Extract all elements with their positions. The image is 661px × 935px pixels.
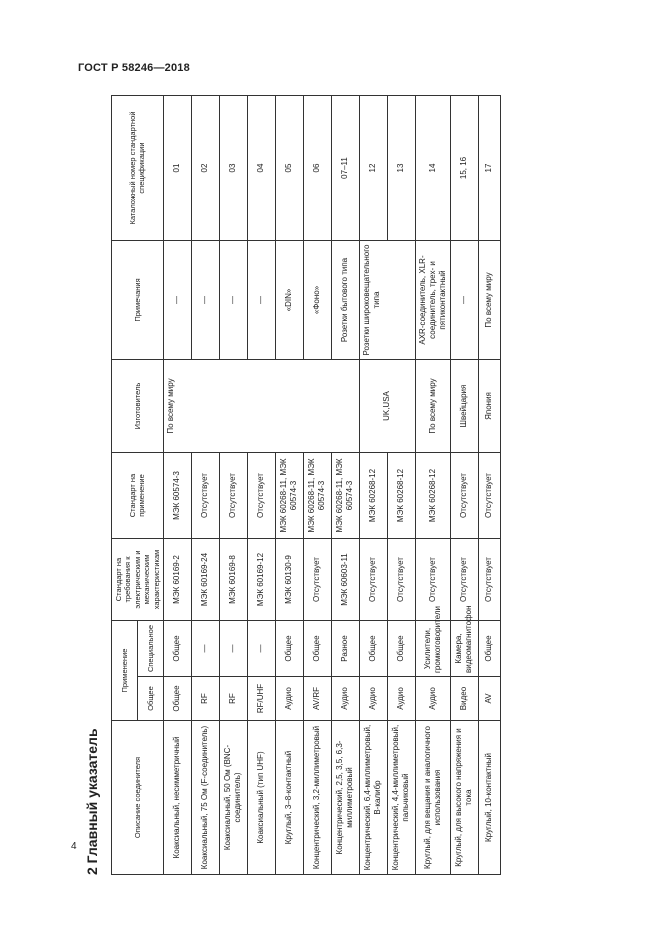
table-row <box>275 96 303 875</box>
table-row <box>219 96 247 875</box>
cell-catalog: 13 <box>387 96 415 241</box>
col-header-application: Применение <box>112 621 138 721</box>
table-row <box>387 96 415 875</box>
cell-general: Аудио <box>415 677 450 721</box>
cell-standard-electrical: МЭК 60169-8 <box>219 539 247 621</box>
cell-notes: «Фоно» <box>303 241 331 360</box>
cell-standard-application: МЭК 60268-11, МЭК 60574-3 <box>303 453 331 539</box>
cell-description: Концентрический, 6,4-миллиметровый, B-калибр <box>359 721 387 875</box>
table-row <box>450 96 478 875</box>
cell-manufacturer <box>331 360 359 453</box>
cell-special: — <box>191 621 219 677</box>
cell-manufacturer: Швейцария <box>450 360 478 453</box>
cell-description: Круглый, для вещания и аналогичного использования <box>415 721 450 875</box>
cell-description: Концентрический, 4,4-миллиметровый, пальчиковый <box>387 721 415 875</box>
cell-general: Аудио <box>387 677 415 721</box>
cell-description: Круглый, 10-контактный <box>478 721 500 875</box>
col-header-standard-electrical: Стандарт на требования к электрическим и механическим характеристикам <box>112 539 164 621</box>
cell-manufacturer <box>219 360 247 453</box>
col-header-description: Описание соединителя <box>112 721 164 875</box>
rotated-content <box>79 80 584 875</box>
cell-notes: — <box>219 241 247 360</box>
cell-standard-application: МЭК 60268-11, МЭК 60574-3 <box>331 453 359 539</box>
cell-notes: — <box>191 241 219 360</box>
table-row <box>303 96 331 875</box>
cell-general: AV <box>478 677 500 721</box>
cell-special: Общее <box>359 621 387 677</box>
cell-description: Концентрический, 3,2-миллиметровый <box>303 721 331 875</box>
cell-catalog: 12 <box>359 96 387 241</box>
cell-standard-electrical: Отсутствует <box>387 539 415 621</box>
cell-manufacturer: По всему миру <box>415 360 450 453</box>
cell-manufacturer <box>275 360 303 453</box>
cell-catalog: 14 <box>415 96 450 241</box>
cell-description: Круглый, для высокого напряжения и тока <box>450 721 478 875</box>
col-header-notes: Примечания <box>112 241 164 360</box>
cell-catalog: 07–11 <box>331 96 359 241</box>
cell-special: — <box>247 621 275 677</box>
cell-standard-electrical: Отсутствует <box>303 539 331 621</box>
cell-special: Усилители, громкоговорители <box>415 621 450 677</box>
cell-general: Аудио <box>359 677 387 721</box>
document-header: ГОСТ Р 58246—2018 <box>78 62 190 74</box>
cell-standard-electrical: МЭК 60169-12 <box>247 539 275 621</box>
col-header-manufacturer: Изготовитель <box>112 360 164 453</box>
cell-manufacturer: По всему миру <box>163 360 191 453</box>
cell-standard-electrical: МЭК 60130-9 <box>275 539 303 621</box>
cell-catalog: 05 <box>275 96 303 241</box>
table-row <box>191 96 219 875</box>
cell-catalog: 17 <box>478 96 500 241</box>
cell-notes: AXR-соединитель, XLR-соединитель, трех- и пятиконтактный <box>415 241 450 360</box>
cell-general: Аудио <box>331 677 359 721</box>
cell-standard-application: МЭК 60268-12 <box>359 453 387 539</box>
cell-standard-electrical: МЭК 60169-24 <box>191 539 219 621</box>
cell-manufacturer <box>303 360 331 453</box>
cell-standard-electrical: Отсутствует <box>415 539 450 621</box>
cell-general: RF <box>219 677 247 721</box>
cell-standard-electrical: МЭК 60169-2 <box>163 539 191 621</box>
cell-manufacturer: Япония <box>478 360 500 453</box>
cell-description: Коаксиальный, 75 Ом (F-соединитель) <box>191 721 219 875</box>
cell-standard-electrical: Отсутствует <box>478 539 500 621</box>
cell-special: Общее <box>303 621 331 677</box>
cell-description: Коаксиальный (тип UHF) <box>247 721 275 875</box>
cell-notes: — <box>450 241 478 360</box>
cell-catalog: 06 <box>303 96 331 241</box>
cell-standard-application: Отсутствует <box>247 453 275 539</box>
cell-catalog: 03 <box>219 96 247 241</box>
cell-general: Общее <box>163 677 191 721</box>
cell-notes: Розетки бытового типа <box>331 241 359 360</box>
cell-standard-application: Отсутствует <box>191 453 219 539</box>
cell-description: Коаксиальный, несимметричный <box>163 721 191 875</box>
cell-standard-application: МЭК 60574-3 <box>163 453 191 539</box>
cell-description: Круглый, 3–8-контактный <box>275 721 303 875</box>
cell-manufacturer <box>191 360 219 453</box>
cell-special: Общее <box>478 621 500 677</box>
cell-description: Концентрический, 2,5, 3,5, 6,3-миллиметровый <box>331 721 359 875</box>
cell-description: Коаксиальный, 50 Ом (BNC-соединитель) <box>219 721 247 875</box>
cell-catalog: 01 <box>163 96 191 241</box>
cell-notes: Розетки широковещательного типа <box>359 241 415 360</box>
cell-standard-electrical: Отсутствует <box>450 539 478 621</box>
cell-standard-electrical: МЭК 60603-11 <box>331 539 359 621</box>
cell-notes: — <box>163 241 191 360</box>
cell-catalog: 15, 16 <box>450 96 478 241</box>
col-header-special: Специальное <box>137 621 163 677</box>
table-row <box>478 96 500 875</box>
cell-standard-application: Отсутствует <box>478 453 500 539</box>
cell-general: AV/RF <box>303 677 331 721</box>
cell-general: Видео <box>450 677 478 721</box>
table-row <box>331 96 359 875</box>
cell-special: Общее <box>163 621 191 677</box>
cell-notes: По всему миру <box>478 241 500 360</box>
connector-index-table <box>111 95 501 875</box>
cell-general: RF/UHF <box>247 677 275 721</box>
cell-standard-application: МЭК 60268-11, МЭК 60574-3 <box>275 453 303 539</box>
cell-standard-application: МЭК 60268-12 <box>415 453 450 539</box>
cell-standard-electrical: Отсутствует <box>359 539 387 621</box>
cell-special: Общее <box>387 621 415 677</box>
cell-standard-application: МЭК 60268-12 <box>387 453 415 539</box>
cell-special: Разное <box>331 621 359 677</box>
table-row <box>415 96 450 875</box>
col-header-standard-application: Стандарт на применение <box>112 453 164 539</box>
cell-general: RF <box>191 677 219 721</box>
table-row <box>247 96 275 875</box>
section-title: 2 Главный указатель <box>84 728 100 875</box>
cell-catalog: 04 <box>247 96 275 241</box>
cell-catalog: 02 <box>191 96 219 241</box>
col-header-catalog: Каталожный номер стандартной спецификации <box>112 96 164 241</box>
table-header-row <box>112 96 138 875</box>
cell-general: Аудио <box>275 677 303 721</box>
cell-notes: «DIN» <box>275 241 303 360</box>
col-header-general: Общее <box>137 677 163 721</box>
page-number: 4 <box>71 841 77 852</box>
cell-special: Общее <box>275 621 303 677</box>
cell-manufacturer <box>247 360 275 453</box>
cell-notes: — <box>247 241 275 360</box>
cell-special: Камера, видеомагнитофон <box>450 621 478 677</box>
cell-manufacturer: UK,USA <box>359 360 415 453</box>
table-row <box>359 96 387 875</box>
table-row <box>163 96 191 875</box>
cell-standard-application: Отсутствует <box>450 453 478 539</box>
cell-standard-application: Отсутствует <box>219 453 247 539</box>
cell-special: — <box>219 621 247 677</box>
